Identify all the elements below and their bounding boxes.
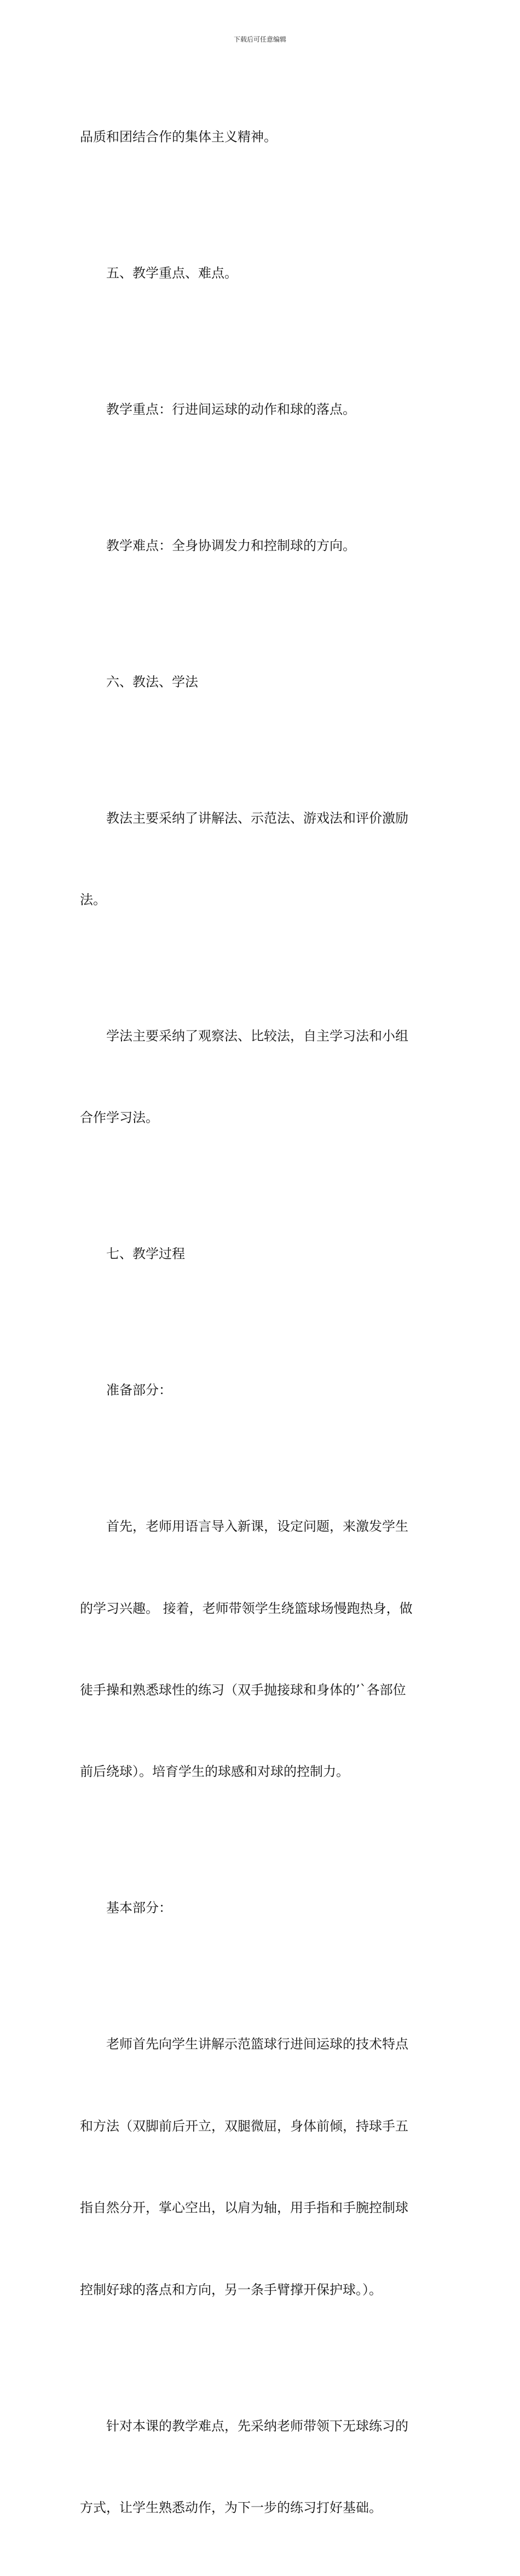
paragraph-difficult-point (80, 478, 444, 614)
text-line: 品质和团结合作的集体主义精神。 (80, 129, 277, 144)
text-line: 徒手操和熟悉球性的练习（双手抛接球和身体的’`各部位 (80, 1682, 406, 1698)
paragraph-learning-method (80, 968, 444, 1186)
text-line: 法。 (80, 892, 106, 907)
text-line: 教法主要采纳了讲解法、示范法、游戏法和评价激励 (106, 810, 408, 826)
paragraph-teaching-method (80, 750, 444, 968)
text-line: 前后绕球）。培育学生的球感和对球的控制力。 (80, 1764, 349, 1780)
text-line: 指自然分开，掌心空出，以肩为轴，用手指和手腕控制球 (80, 2200, 408, 2216)
text-line: 七、教学过程 (106, 1246, 185, 1262)
paragraph-difficulty-practice (80, 2358, 444, 2576)
text-line: 针对本课的教学难点，先采纳老师带领下无球练习的 (106, 2418, 408, 2434)
heading-7-process (80, 1186, 444, 1323)
paragraph-1 (80, 69, 444, 205)
text-line: 首先，老师用语言导入新课，设定问题，来激发学生 (106, 1519, 408, 1535)
paragraph-preparation (80, 1459, 444, 1840)
document-body (80, 69, 444, 2576)
paragraph-basic (80, 1977, 444, 2358)
text-line: 五、教学重点、难点。 (106, 265, 238, 281)
text-line: 六、教法、学法 (106, 674, 198, 690)
text-line: 基本部分： (106, 1900, 172, 1916)
heading-6-methods (80, 614, 444, 750)
text-line: 控制好球的落点和方向，另一条手臂撑开保护球。）。 (80, 2282, 382, 2297)
text-line: 教学重点：行进间运球的动作和球的落点。 (106, 401, 356, 417)
subheading-preparation (80, 1323, 444, 1459)
text-line: 合作学习法。 (80, 1110, 159, 1126)
text-line: 教学难点：全身协调发力和控制球的方向。 (106, 537, 356, 553)
text-line: 准备部分： (106, 1382, 172, 1398)
paragraph-key-point (80, 341, 444, 478)
text-line: 的学习兴趣。 接着，老师带领学生绕篮球场慢跑热身，做 (80, 1600, 413, 1616)
heading-5-key-points (80, 205, 444, 341)
text-line: 老师首先向学生讲解示范篮球行进间运球的技术特点 (106, 2036, 408, 2052)
page-header: 下载后可任意编辑 (233, 36, 286, 43)
text-line: 学法主要采纳了观察法、比较法，自主学习法和小组 (106, 1028, 408, 1044)
text-line: 和方法（双脚前后开立，双腿微屈，身体前倾，持球手五 (80, 2118, 408, 2134)
text-line: 方式，让学生熟悉动作，为下一步的练习打好基础。 (80, 2499, 382, 2515)
subheading-basic (80, 1840, 444, 1977)
